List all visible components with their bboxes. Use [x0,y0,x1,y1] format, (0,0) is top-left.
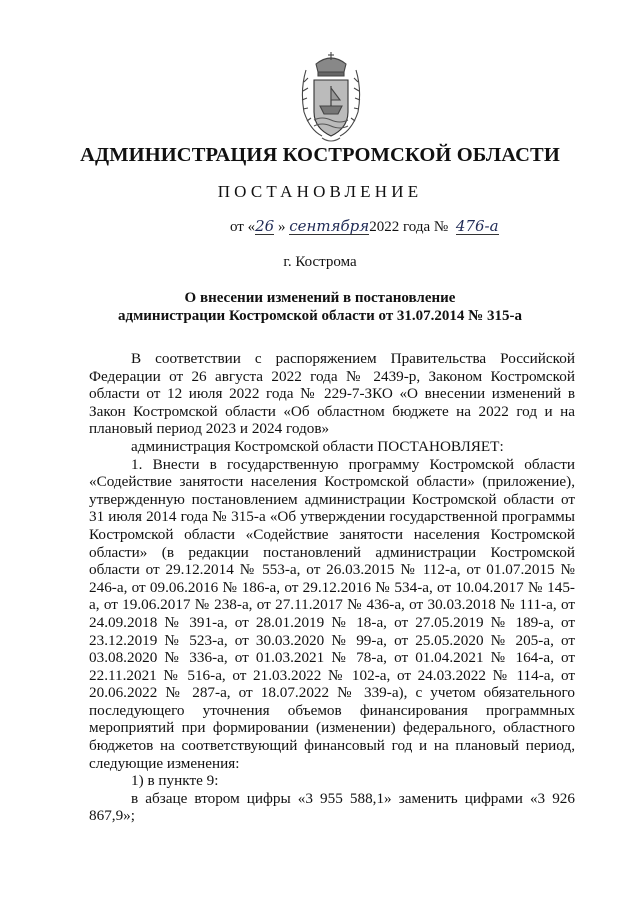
date-month-handwritten: сентября [289,217,370,235]
paragraph-basis: В соответствии с распоряжением Правительства Российской Федерации от 26 августа 2022 года № 2439-р, Законом Костромской области от 12 июля 2022 года № 229-7-ЗКО «О внесении изменений в Закон Костромской области «Об областном бюджете на 2022 год и на плановый период 2023 и 2024 годов» [89,350,575,438]
city: г. Кострома [283,254,357,270]
document-body [89,350,575,825]
paragraph-replacement: в абзаце втором цифры «3 955 588,1» заменить цифрами «3 926 867,9»; [89,789,575,825]
paragraph-resolves: администрация Костромской области ПОСТАНОВЛЯЕТ: [131,437,504,455]
document-type: ПОСТАНОВЛЕНИЕ [217,182,423,201]
document-number-handwritten: 476-а [455,217,499,235]
date-mid: » [277,219,286,235]
organization-name: АДМИНИСТРАЦИЯ КОСТРОМСКОЙ ОБЛАСТИ [80,144,560,166]
date-prefix: от « [230,219,256,235]
paragraph-subitem-1: 1) в пункте 9: [131,772,219,790]
paragraph-item-1: 1. Внести в государственную программу Костромской области «Содействие занятости населения Костромской области» (приложение), утвержденную постановлением администрации Костромской области от 31 июля 2014 года № 315-а «Об утверждении государственной программы Костромской области «Содействие занятости населения Костромской области» (в редакции постановлений администрации Костромской области от 29.12.2014 № 553-а, от 26.03.2015 № 112-а, от 01.07.2015 № 246-а, от 09.06.2016 № 186-а, от 29.12.2016 № 534-а, от 10.04.2017 № 145-а, от 19.06.2017 № 238-а, от 27.11.2017 № 436-а, от 30.03.2018 № 111-а, от 24.09.2018 № 391-а, от 28.01.2019 № 18-а, от 27.05.2019 № 189-а, от 23.12.2019 № 523-а, от 30.03.2020 № 99-а, от 25.05.2020 № 205-а, от 03.08.2020 № 336-а, от 01.03.2021 № 78-а, от 01.04.2021 № 164-а, от 22.11.2021 № 516-а, от 21.03.2022 № 102-а, от 24.03.2022 № 114-а, от 20.06.2022 № 287-а, от 18.07.2022 № 339-а), с учетом обязательного последующего уточнения объемов финансирования программных мероприятий при формировании (изменении) федерального, областного бюджетов на соответствующий финансовый год и на плановый период, следующие изменения: [89,455,575,772]
date-year: 2022 года № [369,219,449,235]
document-title [100,289,540,325]
title-line-2: администрации Костромской области от 31.07.2014 № 315-а [117,308,523,324]
date-line [230,219,499,236]
title-line-1: О внесении изменений в постановление [184,290,456,306]
coat-of-arms-icon [296,50,366,146]
date-day-handwritten: 26 [255,217,275,235]
